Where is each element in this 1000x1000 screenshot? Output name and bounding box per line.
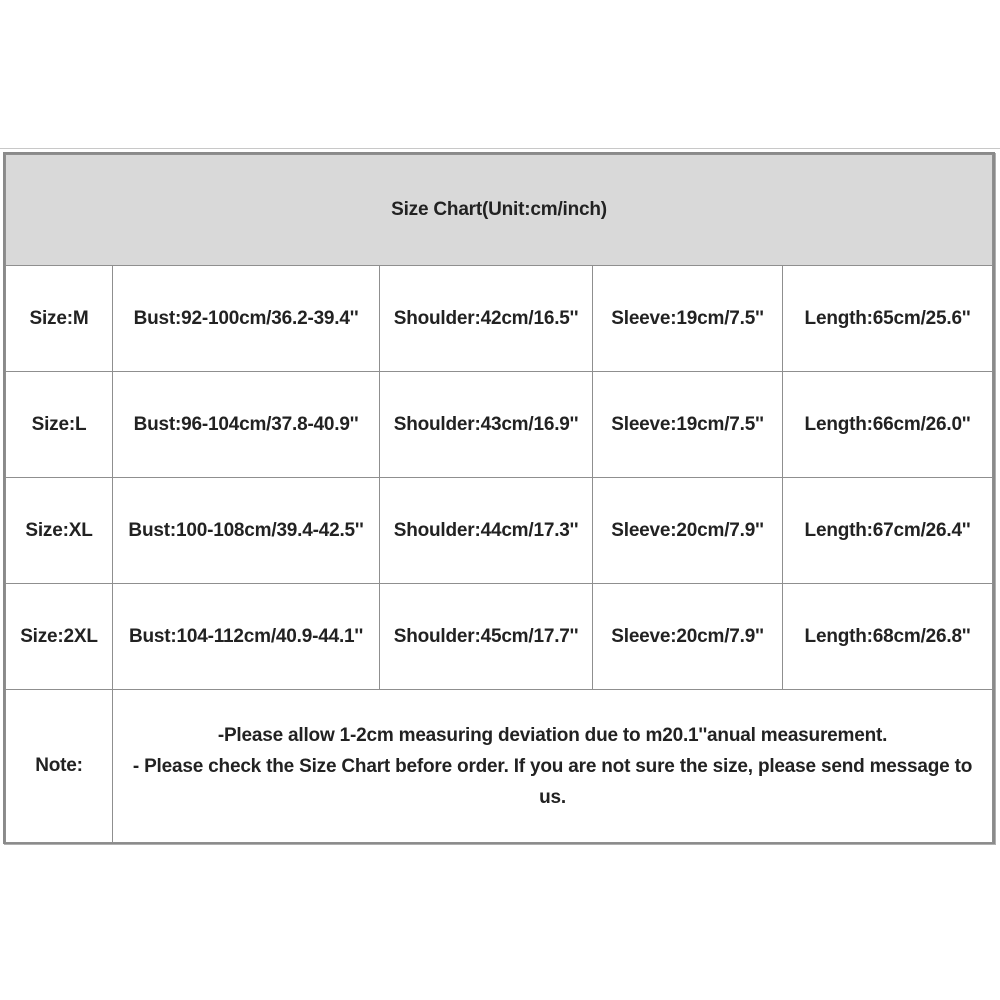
bust-cell: Bust:104-112cm/40.9-44.1'' <box>113 584 380 690</box>
table-row <box>6 266 993 372</box>
sleeve-cell: Sleeve:20cm/7.9'' <box>593 584 783 690</box>
size-chart-table-frame <box>3 152 995 844</box>
size-cell: Size:2XL <box>6 584 113 690</box>
top-divider <box>0 148 1000 149</box>
shoulder-cell: Shoulder:42cm/16.5'' <box>380 266 593 372</box>
bust-cell: Bust:100-108cm/39.4-42.5'' <box>113 478 380 584</box>
table-row <box>6 372 993 478</box>
sleeve-cell: Sleeve:19cm/7.5'' <box>593 266 783 372</box>
sleeve-cell: Sleeve:19cm/7.5'' <box>593 372 783 478</box>
bust-cell: Bust:96-104cm/37.8-40.9'' <box>113 372 380 478</box>
size-cell: Size:XL <box>6 478 113 584</box>
length-cell: Length:66cm/26.0'' <box>783 372 993 478</box>
size-chart-title: Size Chart(Unit:cm/inch) <box>6 155 993 266</box>
shoulder-cell: Shoulder:45cm/17.7'' <box>380 584 593 690</box>
note-line-deviation: -Please allow 1-2cm measuring deviation due to m20.1''anual measurement. <box>217 724 888 746</box>
length-cell: Length:67cm/26.4'' <box>783 478 993 584</box>
size-cell: Size:M <box>6 266 113 372</box>
note-text-cell <box>113 690 993 843</box>
bust-cell: Bust:92-100cm/36.2-39.4'' <box>113 266 380 372</box>
table-row <box>6 478 993 584</box>
shoulder-cell: Shoulder:44cm/17.3'' <box>380 478 593 584</box>
note-line-check-chart: - Please check the Size Chart before order. If you are not sure the size, please send message to us. <box>132 755 973 808</box>
shoulder-cell: Shoulder:43cm/16.9'' <box>380 372 593 478</box>
table-header-row <box>6 155 993 266</box>
table-row <box>6 584 993 690</box>
note-label: Note: <box>6 690 113 843</box>
length-cell: Length:65cm/25.6'' <box>783 266 993 372</box>
size-chart-table <box>5 154 993 843</box>
sleeve-cell: Sleeve:20cm/7.9'' <box>593 478 783 584</box>
note-row <box>6 690 993 843</box>
length-cell: Length:68cm/26.8'' <box>783 584 993 690</box>
size-cell: Size:L <box>6 372 113 478</box>
